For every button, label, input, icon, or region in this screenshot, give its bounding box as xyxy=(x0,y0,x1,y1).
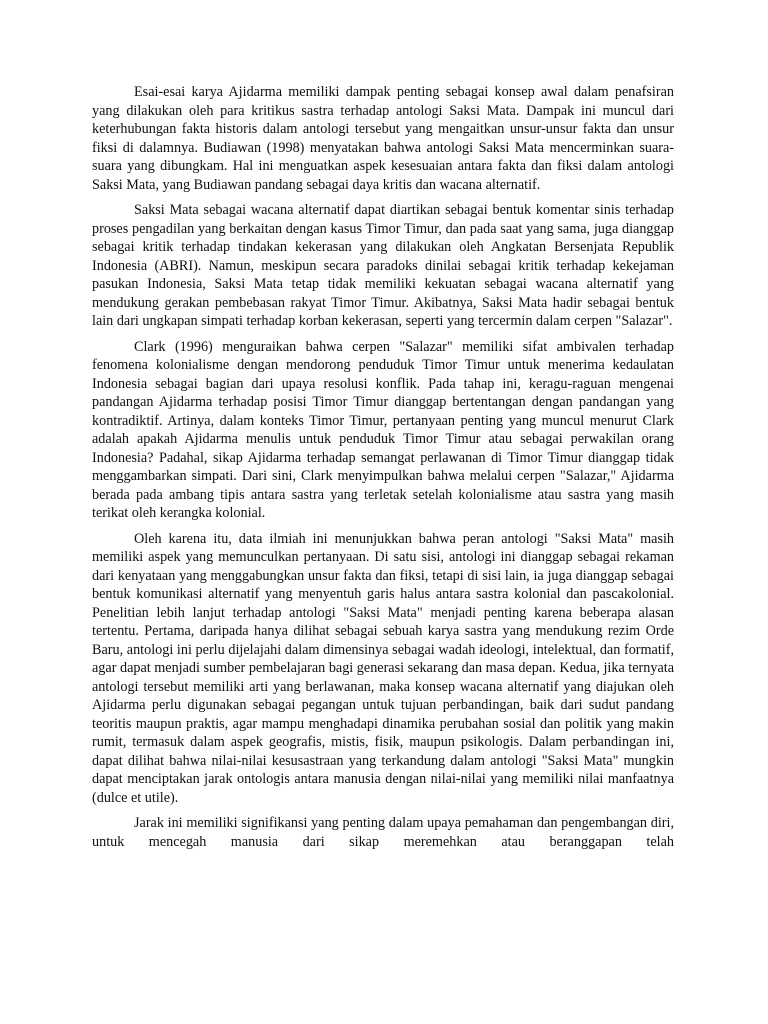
paragraph-5: Jarak ini memiliki signifikansi yang penting dalam upaya pemahaman dan pengembangan diri, untuk mencegah manusia dari sikap meremehkan atau beranggapan telah xyxy=(92,815,674,850)
paragraph-3: Clark (1996) menguraikan bahwa cerpen "Salazar" memiliki sifat ambivalen terhadap fenomena kolonialisme dengan mendorong penduduk Timor Timur untuk menerima kedaulatan Indonesia sebagai bagian dari upaya resolusi konflik. Pada tahap ini, keragu-raguan mengenai pandangan Ajidarma terhadap posisi Timor Timur dianggap bertentangan dengan pandangan yang kontradiktif. Artinya, dalam konteks Timor Timur, pertanyaan penting yang muncul menurut Clark adalah apakah Ajidarma menulis untuk penduduk Timor Timur atau sebagai perwakilan orang Indonesia? Padahal, sikap Ajidarma terhadap semangat perlawanan di Timor Timur dianggap tidak menggambarkan simpati. Dari sini, Clark menyimpulkan bahwa melalui cerpen "Salazar," Ajidarma berada pada ambang tipis antara sastra yang terletak setelah kolonialisme atau sastra yang masih terikat oleh kerangka kolonial. xyxy=(92,338,674,521)
document-page xyxy=(92,83,674,858)
paragraph-4: Oleh karena itu, data ilmiah ini menunjukkan bahwa peran antologi "Saksi Mata" masih memiliki aspek yang memunculkan pertanyaan. Di satu sisi, antologi ini dianggap sebagai rekaman dari kenyataan yang menggabungkan unsur fakta dan fiksi, tetapi di sisi lain, ia juga dianggap sebagai bentuk komunikasi alternatif yang menyentuh garis halus antara sastra kolonial dan pascakolonial. Penelitian lebih lanjut terhadap antologi "Saksi Mata" menjadi penting karena beberapa alasan tertentu. Pertama, daripada hanya dilihat sebagai sebuah karya sastra yang mendukung rezim Orde Baru, antologi ini perlu dijelajahi dalam dimensinya sebagai wadah ideologi, intelektual, dan formatif, agar dapat menjadi sumber pembelajaran bagi generasi sekarang dan masa depan. Kedua, jika ternyata antologi tersebut memiliki arti yang berlawanan, maka konsep wacana alternatif yang diajukan oleh Ajidarma perlu digunakan sebagai pegangan untuk tujuan perbandingan, baik dari sudut pandang teoritis maupun praktis, agar mampu menghadapi dinamika perubahan sosial dan politik yang makin rumit, termasuk dalam aspek geografis, mistis, fisik, maupun psikologis. Dalam perbandingan ini, dapat dilihat bahwa nilai-nilai kesusastraan yang terkandung dalam antologi "Saksi Mata" mungkin dapat menciptakan jarak ontologis antara manusia dengan nilai-nilai yang memiliki nilai manfaatnya (dulce et utile). xyxy=(92,530,674,806)
paragraph-1: Esai-esai karya Ajidarma memiliki dampak penting sebagai konsep awal dalam penafsiran yang dilakukan oleh para kritikus sastra terhadap antologi Saksi Mata. Dampak ini muncul dari keterhubungan fakta historis dalam antologi tersebut yang mengaitkan unsur-unsur fakta dan unsur fiksi di dalamnya. Budiawan (1998) menyatakan bahwa antologi Saksi Mata mencerminkan suara-suara yang dibungkam. Hal ini menguatkan aspek kesesuaian antara fakta dan fiksi dalam antologi Saksi Mata, yang Budiawan pandang sebagai daya kritis dan wacana alternatif. xyxy=(92,84,674,193)
paragraph-2: Saksi Mata sebagai wacana alternatif dapat diartikan sebagai bentuk komentar sinis terhadap proses pengadilan yang berkaitan dengan kasus Timor Timur, dan pada saat yang sama, juga dianggap sebagai kritik terhadap tindakan kekerasan yang dilakukan oleh Angkatan Bersenjata Republik Indonesia (ABRI). Namun, meskipun secara paradoks dinilai sebagai kritik terhadap kekejaman pasukan Indonesia, Saksi Mata tetap tidak memiliki kekuatan sebagai wacana alternatif yang mendukung gerakan pembebasan rakyat Timor Timur. Akibatnya, Saksi Mata hadir sebagai bentuk lain dari ungkapan simpati terhadap korban kekerasan, seperti yang tercermin dalam cerpen "Salazar". xyxy=(92,202,674,329)
